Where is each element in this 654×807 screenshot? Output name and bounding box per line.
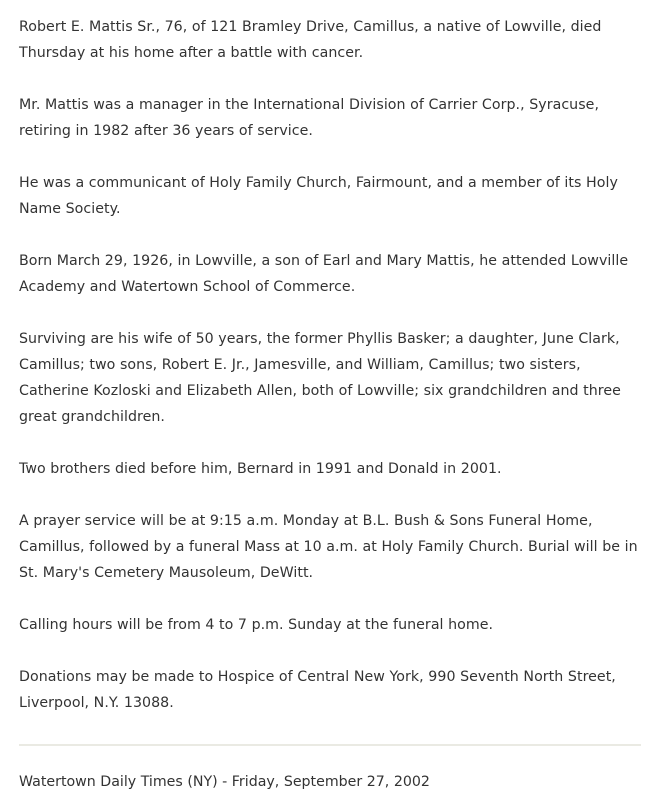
paragraph-birth: Born March 29, 1926, in Lowville, a son of Earl and Mary Mattis, he attended Lowville Academy and Watertown School of Commerce.: [19, 253, 629, 295]
paragraph-predeceased: Two brothers died before him, Bernard in 1991 and Donald in 2001.: [19, 461, 502, 477]
paragraph-career: Mr. Mattis was a manager in the International Division of Carrier Corp., Syracuse, retiring in 1982 after 36 years of service.: [19, 97, 600, 139]
source-citation: Watertown Daily Times (NY) - Friday, September 27, 2002: [19, 774, 430, 790]
paragraph-death-notice: Robert E. Mattis Sr., 76, of 121 Bramley Drive, Camillus, a native of Lowville, died Thursday at his home after a battle with cancer.: [19, 19, 602, 61]
paragraph-calling-hours: Calling hours will be from 4 to 7 p.m. Sunday at the funeral home.: [19, 617, 494, 633]
divider: [19, 744, 641, 746]
paragraph-services: A prayer service will be at 9:15 a.m. Monday at B.L. Bush & Sons Funeral Home, Camillus, followed by a funeral Mass at 10 a.m. at Holy Family Church. Burial will be in St. Mary's Cemetery Mausoleum, DeWitt.: [19, 513, 638, 581]
paragraph-donations: Donations may be made to Hospice of Central New York, 990 Seventh North Street, Liverpool, N.Y. 13088.: [19, 669, 616, 711]
paragraph-survivors: Surviving are his wife of 50 years, the former Phyllis Basker; a daughter, June Clark, Camillus; two sons, Robert E. Jr., Jamesville, and William, Camillus; two sisters, Catherine Kozloski and Elizabeth Allen, both of Lowville; six grandchildren and three great grandchildren.: [19, 331, 621, 425]
paragraph-church: He was a communicant of Holy Family Church, Fairmount, and a member of its Holy Name Society.: [19, 175, 618, 217]
